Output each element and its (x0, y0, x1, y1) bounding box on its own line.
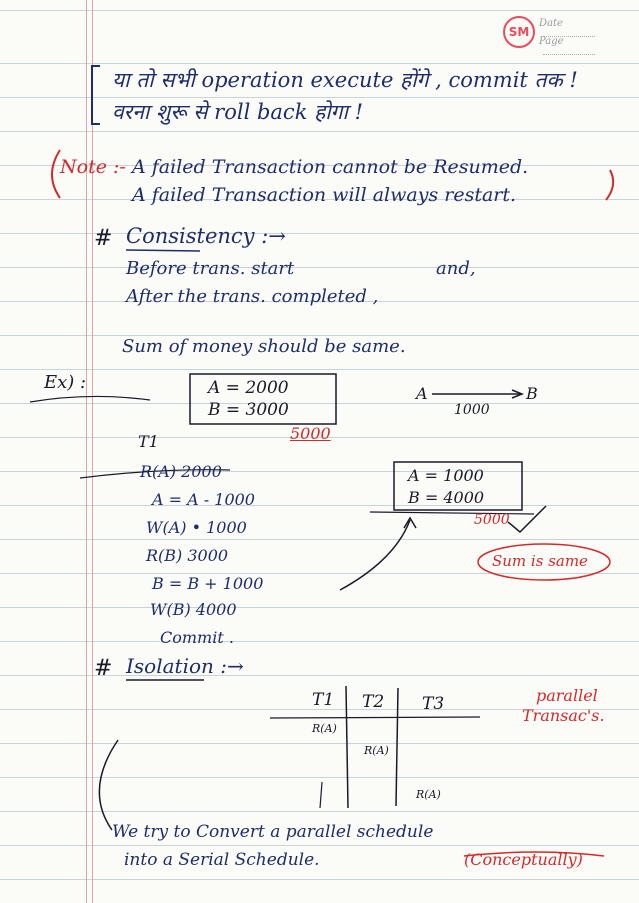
page-label: Page (539, 36, 564, 47)
step-3: W(A) • 1000 (146, 518, 247, 537)
isolation-t1: T1 (312, 690, 335, 710)
transfer-a: A (416, 384, 428, 403)
box2-sum: 5000 (474, 512, 510, 528)
line-2: वरना शुरू से roll back होगा ! (112, 100, 364, 124)
consistency-line-2: After the trans. completed , (126, 286, 379, 307)
conceptually-label: (Conceptually) (464, 850, 583, 869)
isolation-heading: Isolation :→ (126, 654, 244, 678)
brand-logo: SM (503, 16, 535, 48)
transfer-b: B (526, 384, 538, 403)
box1-a: A = 2000 (208, 378, 289, 398)
parallel-label: parallel (536, 686, 598, 705)
sum-is-same: Sum is same (492, 552, 588, 570)
date-label: Date (539, 18, 563, 29)
step-7: Commit . (160, 628, 234, 647)
isolation-ra1: R(A) (312, 722, 337, 735)
step-1: R(A) 2000 (140, 462, 222, 481)
box1-sum: 5000 (290, 424, 331, 443)
line-1: या तो सभी operation execute होंगे , commit तक ! (112, 68, 578, 92)
t1-label: T1 (138, 432, 159, 451)
consistency-hash: # (94, 226, 113, 251)
note-label: Note :- (60, 156, 126, 178)
isolation-hash: # (94, 656, 113, 681)
consistency-line-1a: Before trans. start (126, 258, 295, 279)
example-label: Ex) : (44, 372, 87, 393)
isolation-ra3: R(A) (416, 788, 441, 801)
step-6: W(B) 4000 (150, 600, 237, 619)
consistency-line-3: Sum of money should be same. (122, 336, 406, 357)
consistency-heading: Consistency :→ (126, 224, 286, 248)
step-4: R(B) 3000 (146, 546, 229, 565)
box1-b: B = 3000 (208, 400, 289, 420)
transacs-label: Transac's. (522, 706, 605, 725)
conversion-line-2: into a Serial Schedule. (124, 850, 320, 870)
conversion-line-1: We try to Convert a parallel schedule (112, 822, 434, 842)
note-line-1: A failed Transaction cannot be Resumed. (132, 156, 529, 178)
step-2: A = A - 1000 (152, 490, 255, 509)
box2-b: B = 4000 (408, 488, 485, 507)
isolation-ra2: R(A) (364, 744, 389, 757)
isolation-t3: T3 (422, 694, 445, 714)
box2-a: A = 1000 (408, 466, 484, 485)
consistency-line-1b: and, (436, 258, 476, 279)
transfer-amount: 1000 (454, 402, 490, 418)
isolation-t2: T2 (362, 692, 385, 712)
note-line-2: A failed Transaction will always restart. (132, 184, 517, 206)
step-5: B = B + 1000 (152, 574, 264, 593)
